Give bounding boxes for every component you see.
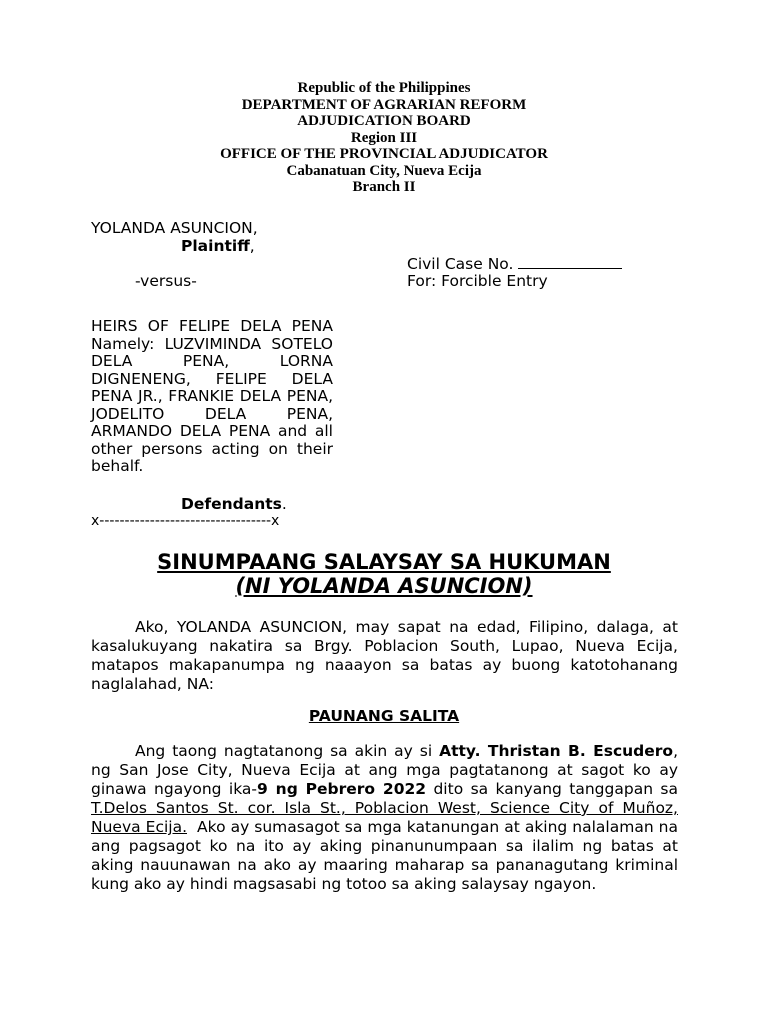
versus-label: -versus- xyxy=(135,272,197,290)
defendants-role-suffix: . xyxy=(281,495,287,513)
document-header xyxy=(0,80,768,196)
body-text-2: , ng San Jose City, Nueva Ecija at ang mga pagtatanong at sagot ko ay ginawa ngayong ika- xyxy=(91,742,678,798)
header-branch: Branch II xyxy=(352,179,416,195)
statement-date: 9 ng Pebrero 2022 xyxy=(257,780,427,798)
body-text-4: Ako ay sumasagot sa mga katanungan at aking nalalaman na ang pagsagot ko na ito ay aking pinanunumpaan sa ilalim ng batas at aking nauunawan na ako ay maaring maharap sa pananagutang kriminal kung ako ay hindi magsasabi ng totoo sa aking salaysay ngayon. xyxy=(91,818,683,893)
header-region: Region III xyxy=(350,129,418,146)
attorney-name: Atty. Thristan B. Escudero xyxy=(439,742,674,760)
plaintiff-role-suffix: , xyxy=(249,237,255,255)
plaintiff-role-label: Plaintiff xyxy=(181,237,250,255)
case-number-blank xyxy=(518,256,622,269)
section-heading: PAUNANG SALITA xyxy=(308,707,460,725)
defendants-role xyxy=(181,496,287,514)
plaintiff-role xyxy=(181,238,255,256)
body-text-1: Ang taong nagtatanong sa akin ay si xyxy=(135,742,440,760)
case-number xyxy=(407,256,622,274)
office-address: T.Delos Santos St. cor. Isla St., Poblacion West, Science City of Muñoz, Nueva Ecija. xyxy=(91,799,678,836)
header-office: OFFICE OF THE PROVINCIAL ADJUDICATOR xyxy=(220,146,548,162)
intro-paragraph: Ako, YOLANDA ASUNCION, may sapat na edad, Filipino, dalaga, at kasalukuyang nakatira sa Brgy. Poblacion South, Lupao, Nueva Ecija, matapos makapanumpa ng naaayon sa batas ay buong katotohanang naglalahad, NA: xyxy=(91,618,678,693)
body-text-3: dito sa kanyang tanggapan sa xyxy=(426,780,678,798)
document-subtitle: (NI YOLANDA ASUNCION) xyxy=(235,574,533,598)
document-title: SINUMPAANG SALAYSAY SA HUKUMAN xyxy=(157,550,611,574)
header-board: ADJUDICATION BOARD xyxy=(297,113,471,129)
plaintiff-name: YOLANDA ASUNCION, xyxy=(91,219,258,237)
header-department: DEPARTMENT OF AGRARIAN REFORM xyxy=(241,96,527,113)
caption-separator: x----------------------------------x xyxy=(91,513,280,529)
header-republic: Republic of the Philippines xyxy=(297,80,471,96)
case-number-label: Civil Case No. xyxy=(407,255,514,273)
header-city: Cabanatuan City, Nueva Ecija xyxy=(286,162,482,179)
defendants-role-label: Defendants xyxy=(181,495,282,513)
body-paragraph xyxy=(91,742,683,894)
defendants-list: HEIRS OF FELIPE DELA PENA Namely: LUZVIMINDA SOTELO DELA PENA, LORNA DIGNENENG, FELIPE DELA PENA JR., FRANKIE DELA PENA, JODELITO DELA PENA, ARMANDO DELA PENA and all other persons acting on their behalf. xyxy=(91,317,333,475)
case-type: For: Forcible Entry xyxy=(407,272,548,290)
